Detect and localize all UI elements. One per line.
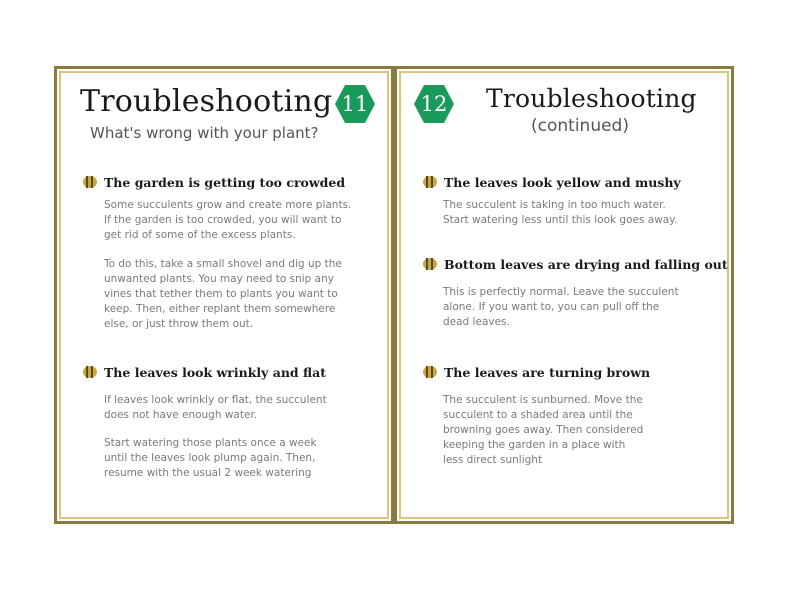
striped-bullet-icon <box>422 364 438 380</box>
section-paragraph: This is perfectly normal. Leave the succulent alone. If you want to, you can pull off the dead leaves. <box>443 286 679 328</box>
section-paragraph: Some succulents grow and create more plants. If the garden is too crowded, you will want to get rid of some of the excess plants. <box>104 199 352 241</box>
section-paragraph: The succulent is sunburned. Move the succulent to a shaded area until the browning goes away. Then considered keeping the garden in a place with less direct sunlight <box>443 394 644 466</box>
page-number-badge-11 <box>334 83 376 125</box>
page-12-title: Troubleshooting <box>486 84 697 113</box>
section-heading-text: The leaves are turning brown <box>444 364 651 380</box>
page-11-title: Troubleshooting <box>80 84 333 119</box>
section-paragraph: The succulent is taking in too much water. Start watering less until this look goes away. <box>443 199 678 226</box>
section-paragraph: To do this, take a small shovel and dig up the unwanted plants. You may need to snip any vines that tether them to plants you want to keep. Then, either replant them somewhere else, or just throw them out. <box>104 258 342 330</box>
section-paragraph: If leaves look wrinkly or flat, the succulent does not have enough water. <box>104 394 327 421</box>
striped-bullet-icon <box>82 174 98 190</box>
section-heading-text: Bottom leaves are drying and falling out <box>444 256 728 272</box>
section-heading-brown <box>422 364 650 380</box>
section-heading-yellow <box>422 174 681 190</box>
page-11-subtitle: What's wrong with your plant? <box>90 124 319 142</box>
section-heading-crowded <box>82 174 345 190</box>
section-heading-bottom-leaves <box>422 256 728 272</box>
section-paragraph: Start watering those plants once a week until the leaves look plump again. Then, resume with the usual 2 week watering <box>104 437 317 479</box>
page-number: 11 <box>341 92 369 116</box>
page-number: 12 <box>420 92 448 116</box>
striped-bullet-icon <box>82 364 98 380</box>
section-heading-text: The leaves look yellow and mushy <box>444 174 681 190</box>
page-12-subtitle: (continued) <box>531 116 629 136</box>
section-heading-text: The leaves look wrinkly and flat <box>104 364 326 380</box>
section-heading-wrinkly <box>82 364 326 380</box>
striped-bullet-icon <box>422 256 438 272</box>
striped-bullet-icon <box>422 174 438 190</box>
section-heading-text: The garden is getting too crowded <box>104 174 346 190</box>
page-number-badge-12 <box>413 83 455 125</box>
